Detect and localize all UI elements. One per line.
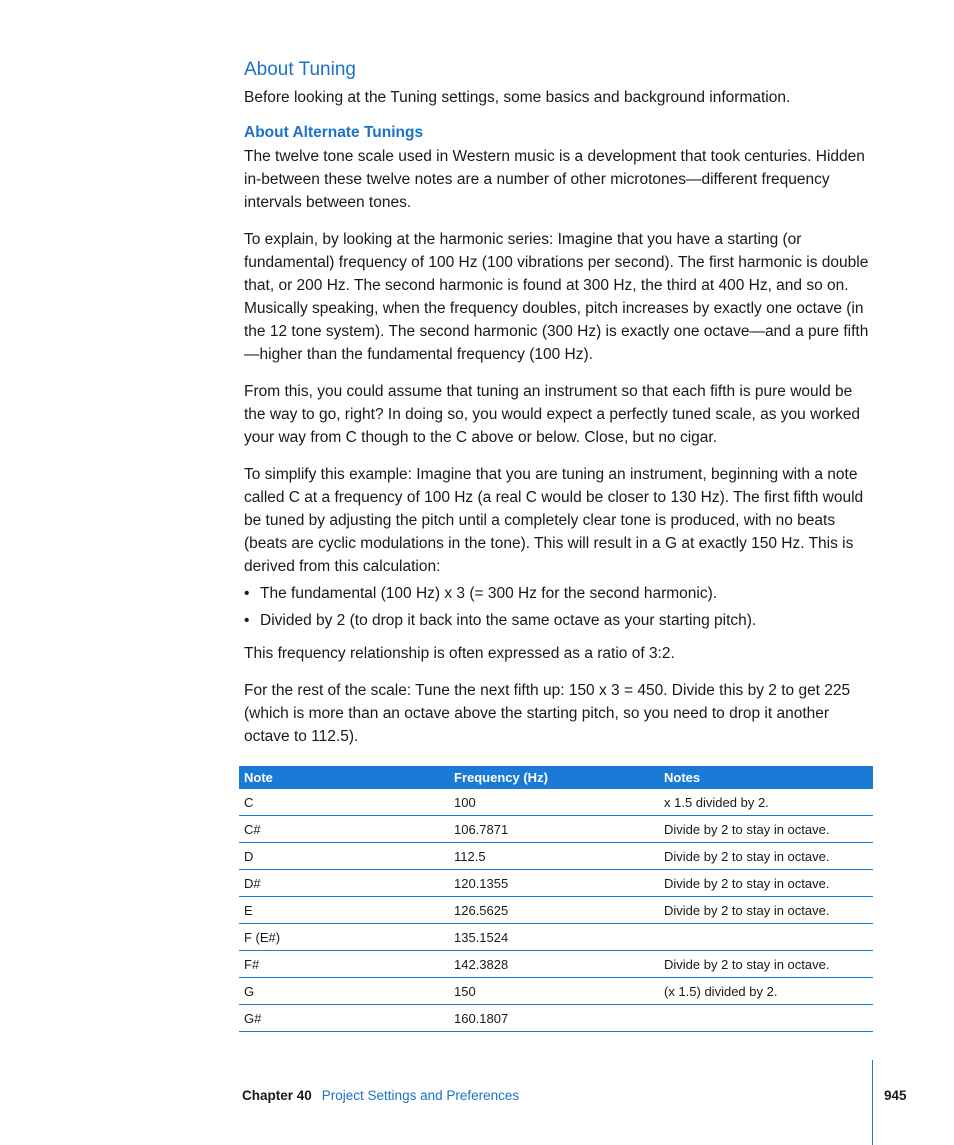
footer-chapter	[242, 1088, 519, 1103]
notes-cell: x 1.5 divided by 2.	[659, 789, 873, 816]
notes-cell	[659, 924, 873, 951]
table-header-row	[239, 766, 873, 789]
tuning-table	[239, 766, 873, 1032]
table-row	[239, 870, 873, 897]
chapter-label: Chapter 40	[242, 1088, 312, 1103]
notes-cell: Divide by 2 to stay in octave.	[659, 951, 873, 978]
column-header-notes: Notes	[659, 766, 873, 789]
section-heading: About Alternate Tunings	[244, 124, 424, 141]
bullet-list	[244, 582, 874, 632]
notes-cell: Divide by 2 to stay in octave.	[659, 870, 873, 897]
note-cell: G	[239, 978, 449, 1005]
paragraph-4: To simplify this example: Imagine that you are tuning an instrument, beginning with a note called C at a frequency of 100 Hz (a real C would be closer to 130 Hz). The first fifth would be tuned by adjusting the pitch until a completely clear tone is produced, with no beats (beats are cyclic modulations in the tone). This will result in a G at exactly 150 Hz. This is derived from this calculation:	[244, 466, 864, 575]
frequency-cell: 120.1355	[449, 870, 659, 897]
table-row	[239, 924, 873, 951]
note-cell: E	[239, 897, 449, 924]
main-content	[244, 58, 874, 748]
notes-cell: Divide by 2 to stay in octave.	[659, 897, 873, 924]
bullet-icon: •	[244, 612, 250, 629]
frequency-cell: 126.5625	[449, 897, 659, 924]
note-cell: F (E#)	[239, 924, 449, 951]
table-row	[239, 978, 873, 1005]
column-header-note: Note	[239, 766, 449, 789]
table-row	[239, 897, 873, 924]
note-cell: G#	[239, 1005, 449, 1032]
frequency-cell: 160.1807	[449, 1005, 659, 1032]
bullet-icon: •	[244, 585, 250, 602]
chapter-title-link[interactable]: Project Settings and Preferences	[321, 1088, 520, 1103]
list-item: • Divided by 2 (to drop it back into the same octave as your starting pitch).	[244, 609, 874, 632]
page-title: About Tuning	[244, 59, 356, 80]
list-item: • The fundamental (100 Hz) x 3 (= 300 Hz for the second harmonic).	[244, 582, 874, 605]
paragraph-3: From this, you could assume that tuning an instrument so that each fifth is pure would be the way to go, right? In doing so, you would expect a perfectly tuned scale, as you worked your way from C though to the C above or below. Close, but no cigar.	[244, 383, 861, 446]
paragraph-6: For the rest of the scale: Tune the next fifth up: 150 x 3 = 450. Divide this by 2 to get 225 (which is more than an octave above the starting pitch, so you need to drop it another octave to 112.5).	[244, 682, 851, 745]
paragraph-1: The twelve tone scale used in Western music is a development that took centuries. Hidden in-between these twelve notes are a number of other microtones—different frequency intervals between tones.	[244, 148, 865, 211]
notes-cell: (x 1.5) divided by 2.	[659, 978, 873, 1005]
frequency-cell: 135.1524	[449, 924, 659, 951]
table-row	[239, 816, 873, 843]
frequency-cell: 142.3828	[449, 951, 659, 978]
frequency-cell: 100	[449, 789, 659, 816]
frequency-cell: 150	[449, 978, 659, 1005]
note-cell: C	[239, 789, 449, 816]
frequency-cell: 112.5	[449, 843, 659, 870]
note-cell: F#	[239, 951, 449, 978]
column-header-frequency: Frequency (Hz)	[449, 766, 659, 789]
notes-cell: Divide by 2 to stay in octave.	[659, 843, 873, 870]
paragraph-2: To explain, by looking at the harmonic series: Imagine that you have a starting (or fundamental) frequency of 100 Hz (100 vibrations per second). The first harmonic is double that, or 200 Hz. The second harmonic is found at 300 Hz, the third at 400 Hz, and so on. Musically speaking, when the frequency doubles, pitch increases by exactly one octave (in the 12 tone system). The second harmonic (300 Hz) is exactly one octave—and a pure fifth—higher than the fundamental frequency (100 Hz).	[244, 231, 869, 363]
notes-cell	[659, 1005, 873, 1032]
table-row	[239, 951, 873, 978]
table-row	[239, 843, 873, 870]
paragraph-5: This frequency relationship is often expressed as a ratio of 3:2.	[244, 645, 675, 662]
table-row	[239, 1005, 873, 1032]
note-cell: C#	[239, 816, 449, 843]
note-cell: D#	[239, 870, 449, 897]
frequency-cell: 106.7871	[449, 816, 659, 843]
table-row	[239, 789, 873, 816]
notes-cell: Divide by 2 to stay in octave.	[659, 816, 873, 843]
footer-divider	[872, 1060, 873, 1145]
note-cell: D	[239, 843, 449, 870]
page-number: 945	[884, 1088, 907, 1103]
intro-text: Before looking at the Tuning settings, some basics and background information.	[244, 89, 791, 106]
